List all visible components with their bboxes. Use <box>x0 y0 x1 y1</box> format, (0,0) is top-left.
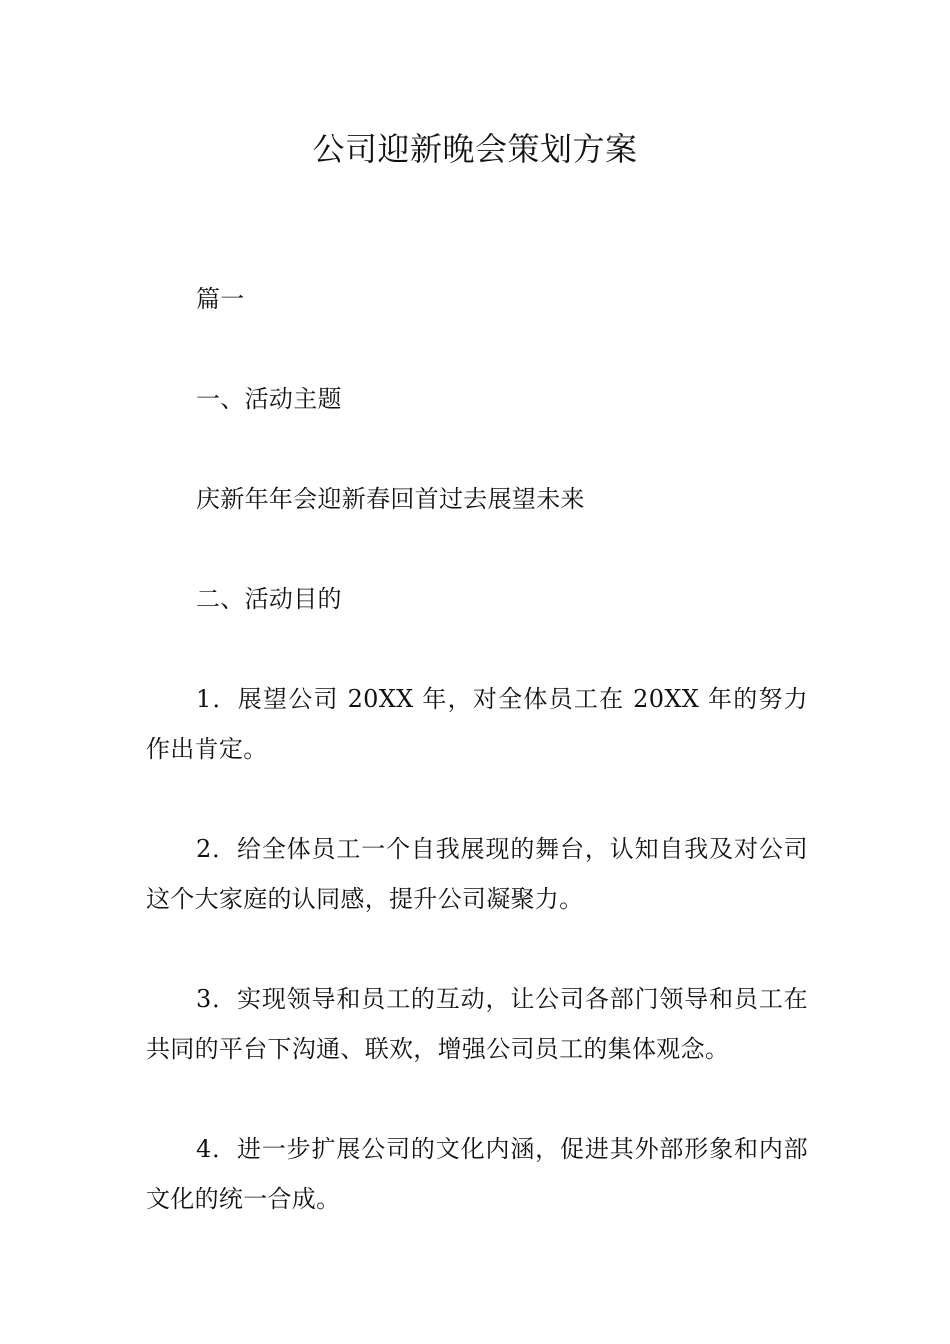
purpose-item-2: 2．给全体员工一个自我展现的舞台，认知自我及对公司这个大家庭的认同感，提升公司凝聚力。 <box>146 835 808 913</box>
section-heading-purpose: 二、活动目的 <box>196 585 342 613</box>
purpose-item-3: 3．实现领导和员工的互动，让公司各部门领导和员工在共同的平台下沟通、联欢，增强公司员工的集体观念。 <box>146 985 808 1063</box>
theme-text: 庆新年年会迎新春回首过去展望未来 <box>196 485 585 513</box>
purpose-item-1: 1．展望公司 20XX 年，对全体员工在 20XX 年的努力作出肯定。 <box>146 685 808 763</box>
purpose-item-4: 4．进一步扩展公司的文化内涵，促进其外部形象和内部文化的统一合成。 <box>146 1135 808 1213</box>
part-label: 篇一 <box>196 285 245 313</box>
document-title: 公司迎新晚会策划方案 <box>312 130 638 168</box>
section-heading-theme: 一、活动主题 <box>196 385 342 413</box>
